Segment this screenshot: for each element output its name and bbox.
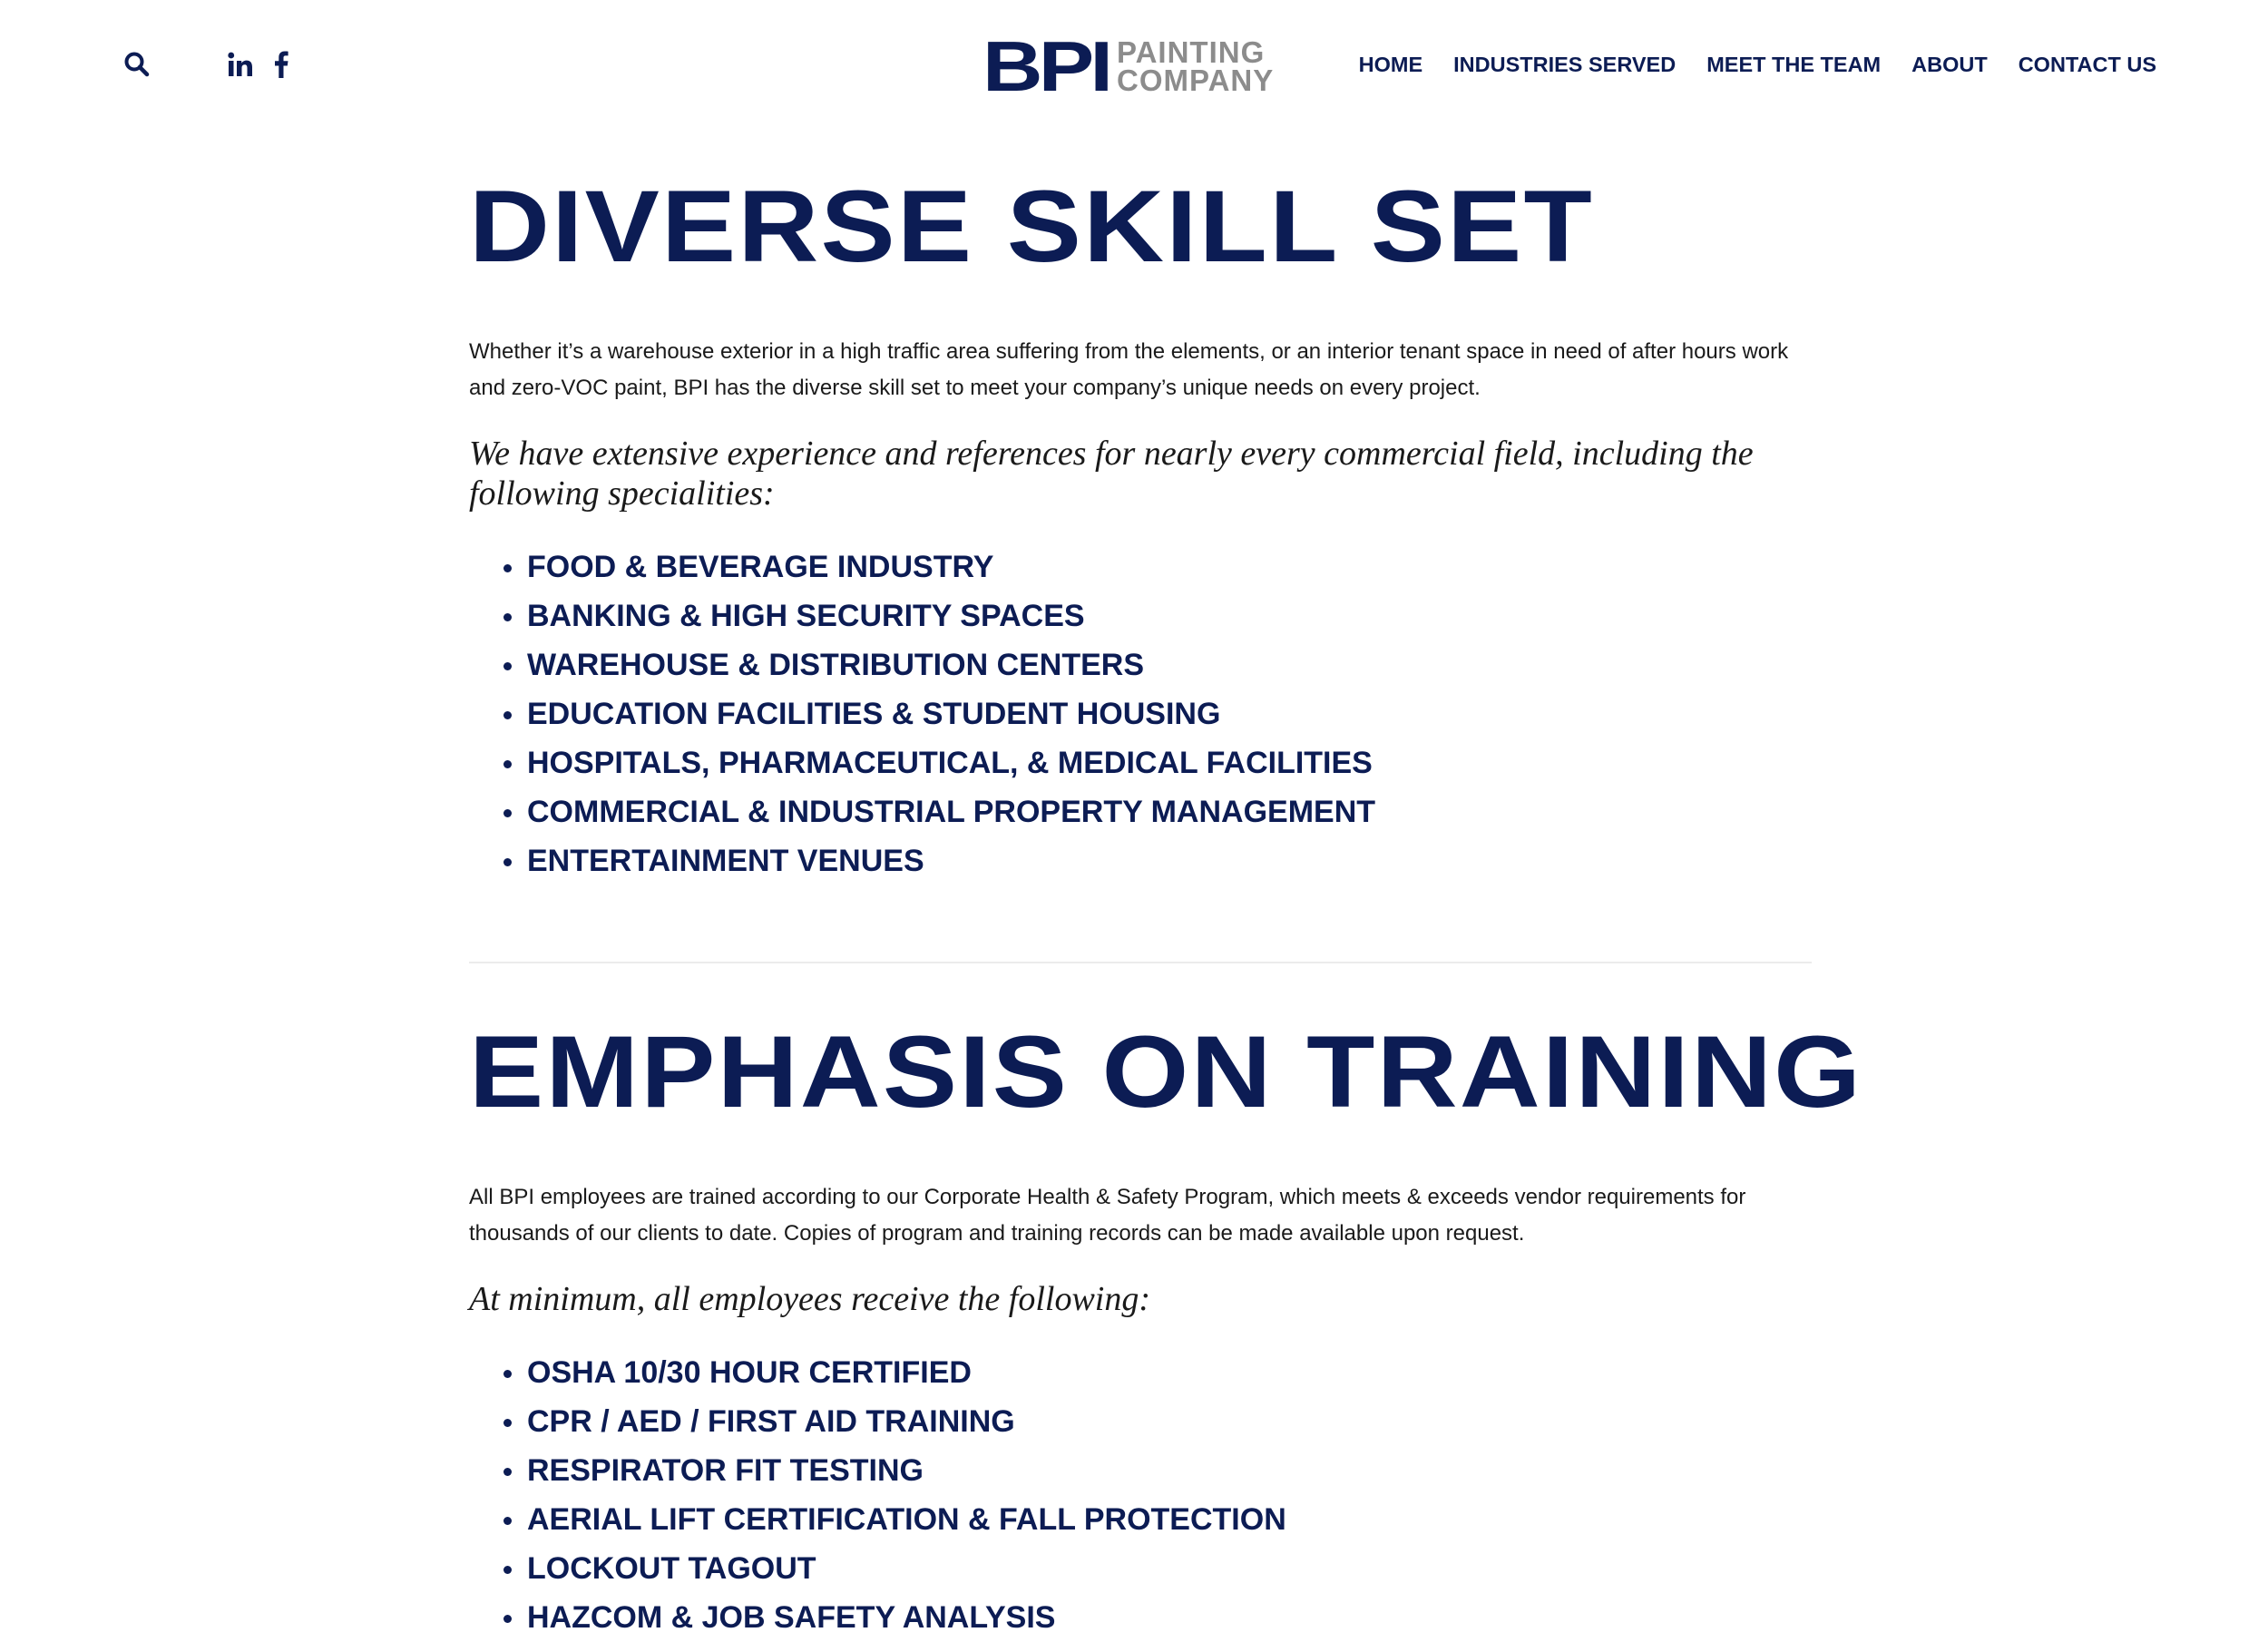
nav-about[interactable]: ABOUT bbox=[1911, 53, 1988, 76]
section-lead: At minimum, all employees receive the following: bbox=[469, 1280, 1151, 1318]
list-item: COMMERCIAL & INDUSTRIAL PROPERTY MANAGEMENT bbox=[503, 787, 1812, 836]
logo-line-2: COMPANY bbox=[1117, 64, 1275, 97]
section-lead: We have extensive experience and references for nearly every commercial field, including the following specialities: bbox=[469, 435, 1754, 513]
logo-brand: BPI bbox=[982, 26, 1110, 106]
section-body: All BPI employees are trained according to our Corporate Health & Safety Program, which meets & exceeds vendor requirements for thousands of our clients to date. Copies of program and training records can be made available upon request. bbox=[469, 1185, 1746, 1246]
logo-wordmark bbox=[1117, 35, 1275, 97]
nav-home[interactable]: HOME bbox=[1358, 53, 1423, 76]
nav-contact-us[interactable]: CONTACT US bbox=[2018, 53, 2156, 76]
section-body: Whether it’s a warehouse exterior in a high traffic area suffering from the elements, or an interior tenant space in need of after hours work and zero-VOC paint, BPI has the diverse skill set to meet your company’s unique needs on every project. bbox=[469, 339, 1789, 400]
list-item: CPR / AED / FIRST AID TRAINING bbox=[503, 1397, 1812, 1446]
list-item: RESPIRATOR FIT TESTING bbox=[503, 1446, 1812, 1495]
list-item: FOOD & BEVERAGE INDUSTRY bbox=[503, 542, 1812, 591]
list-item: BANKING & HIGH SECURITY SPACES bbox=[503, 591, 1812, 640]
nav-meet-the-team[interactable]: MEET THE TEAM bbox=[1706, 53, 1882, 76]
company-logo[interactable] bbox=[982, 26, 1275, 106]
list-item: ENTERTAINMENT VENUES bbox=[503, 836, 1812, 885]
list-item: WAREHOUSE & DISTRIBUTION CENTERS bbox=[503, 640, 1812, 689]
facebook-link[interactable] bbox=[274, 51, 288, 78]
list-item: HOSPITALS, PHARMACEUTICAL, & MEDICAL FACILITIES bbox=[503, 738, 1812, 787]
section-emphasis-on-training bbox=[469, 1009, 1863, 1642]
specialities-list bbox=[469, 542, 1812, 885]
facebook-icon bbox=[274, 51, 288, 78]
search-icon bbox=[123, 51, 151, 78]
list-item: AERIAL LIFT CERTIFICATION & FALL PROTECTION bbox=[503, 1495, 1812, 1544]
site-header bbox=[0, 0, 2268, 127]
training-list bbox=[469, 1348, 1812, 1642]
main-content bbox=[469, 163, 1863, 1642]
logo-line-1: PAINTING bbox=[1117, 35, 1266, 69]
list-item: OSHA 10/30 HOUR CERTIFIED bbox=[503, 1348, 1812, 1397]
list-item: EDUCATION FACILITIES & STUDENT HOUSING bbox=[503, 689, 1812, 738]
linkedin-link[interactable] bbox=[228, 51, 253, 78]
main-nav bbox=[1359, 51, 2156, 78]
list-item: HAZCOM & JOB SAFETY ANALYSIS bbox=[503, 1593, 1812, 1642]
list-item: LOCKOUT TAGOUT bbox=[503, 1544, 1812, 1593]
search-button[interactable] bbox=[123, 51, 151, 78]
nav-industries-served[interactable]: INDUSTRIES SERVED bbox=[1453, 53, 1677, 76]
linkedin-icon bbox=[228, 52, 253, 77]
section-title: DIVERSE SKILL SET bbox=[469, 170, 1594, 283]
section-diverse-skill-set bbox=[469, 163, 1812, 885]
section-title: EMPHASIS ON TRAINING bbox=[469, 1015, 1863, 1129]
